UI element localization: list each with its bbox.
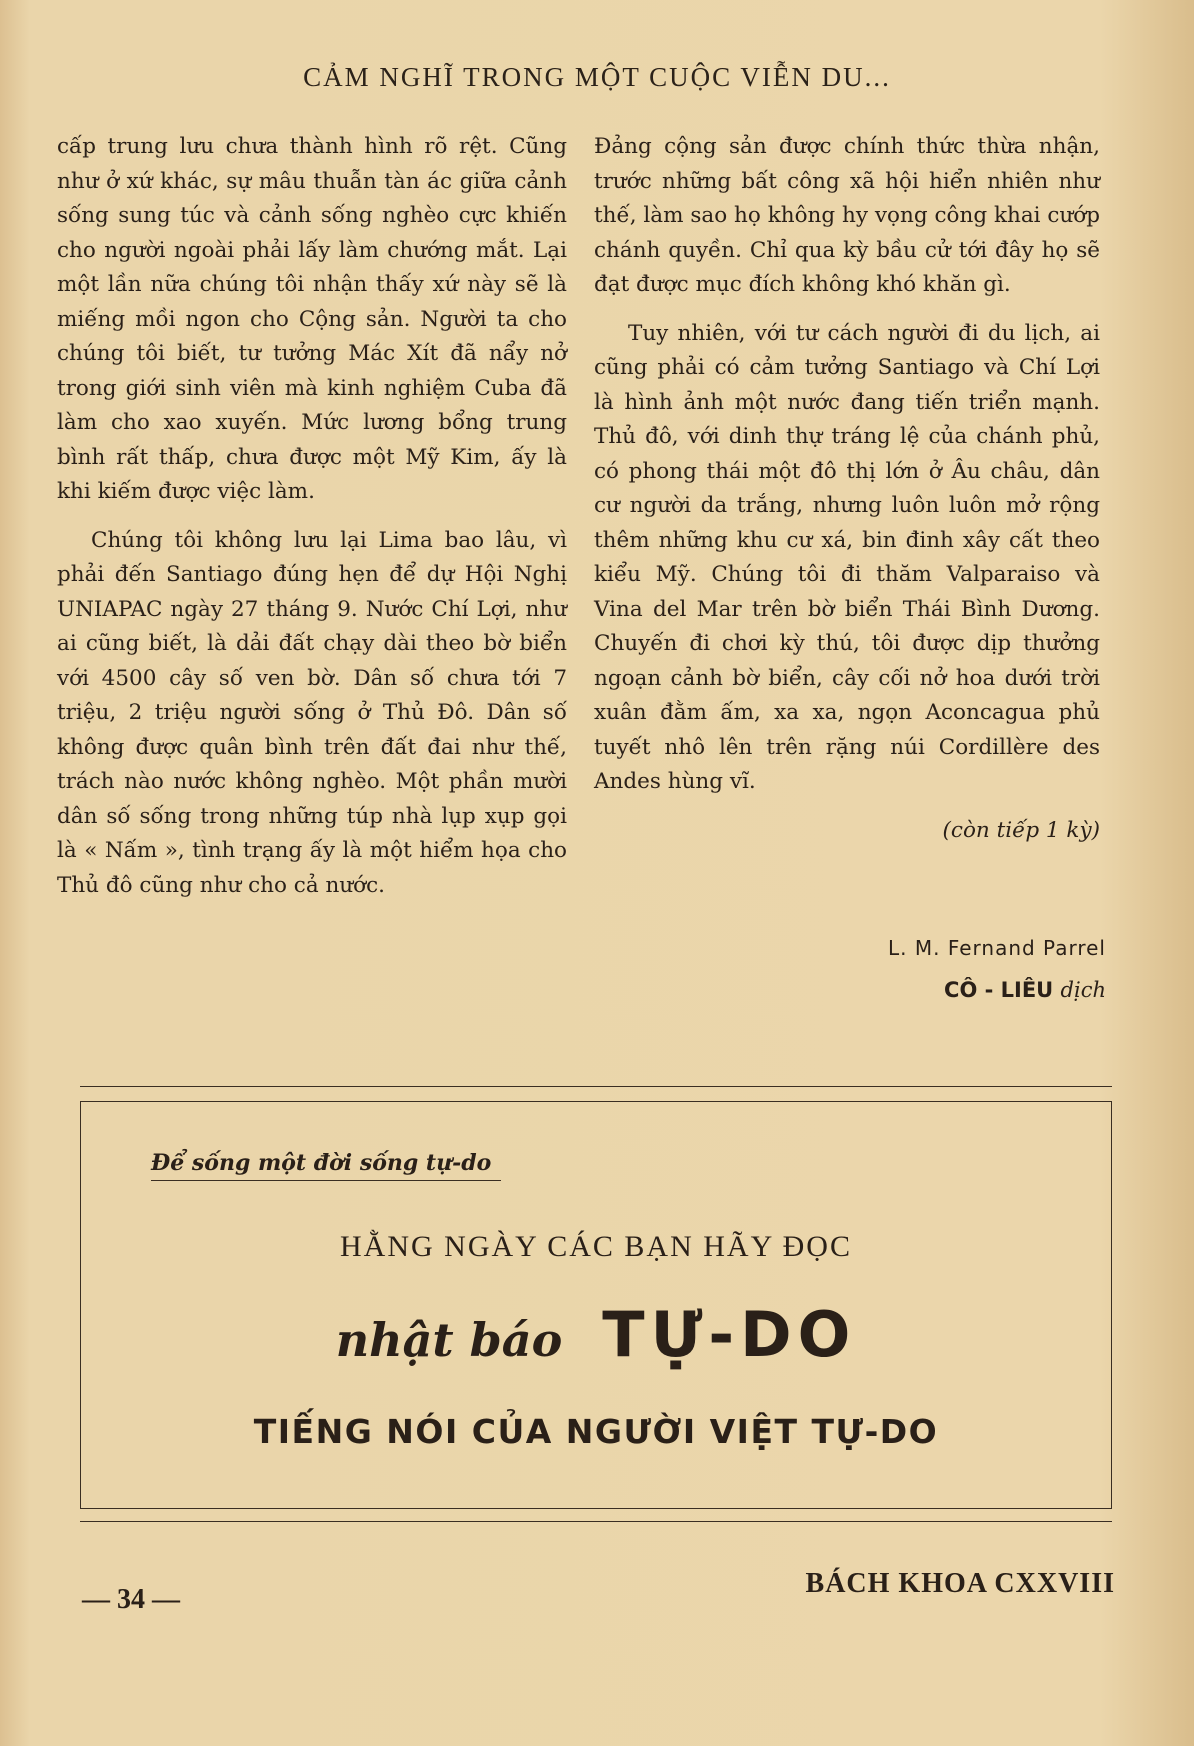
translator-credit [800, 978, 1106, 1002]
translator-role: dịch [1060, 978, 1106, 1002]
newspaper-prefix: nhật báo [335, 1313, 563, 1367]
right-column [594, 130, 1100, 848]
paragraph: Chúng tôi không lưu lại Lima bao lâu, vì phải đến Santiago đúng hẹn để dự Hội Nghị UNIAPAC ngày 27 tháng 9. Nước Chí Lợi, như ai cũng biết, là dải đất chạy dài theo bờ biển với 4500 cây số ven bờ. Dân số chưa tới 7 triệu, 2 triệu người sống ở Thủ Đô. Dân số không được quân bình trên đất đai như thế, trách nào nước không nghèo. Một phần mười dân số sống trong những túp nhà lụp xụp gọi là « Nấm », tình trạng ấy là một hiểm họa cho Thủ đô cũng như cho cả nước. [57, 527, 567, 898]
continued-note: (còn tiếp 1 kỳ) [942, 817, 1100, 843]
advertisement-frame [80, 1101, 1112, 1509]
ad-slogan: TIẾNG NÓI CỦA NGƯỜI VIỆT TỰ-DO [253, 1412, 939, 1451]
left-column [57, 130, 567, 903]
paragraph: Đảng cộng sản được chính thức thừa nhận, trước những bất công xã hội hiển nhiên như thế, làm sao họ không hy vọng công khai cướp chánh quyền. Chỉ qua kỳ bầu cử tới đây họ sẽ đạt được mục đích không khó khăn gì. [594, 134, 1100, 297]
advertisement-box [80, 1086, 1112, 1522]
author-name: L. M. Fernand Parrel [887, 936, 1106, 960]
ad-tagline: Để sống một đời sống tự-do [151, 1150, 501, 1181]
ad-headline: HẰNG NGÀY CÁC BẠN HÃY ĐỌC [340, 1230, 852, 1263]
paragraph: cấp trung lưu chưa thành hình rõ rệt. Cũng như ở xứ khác, sự mâu thuẫn tàn ác giữa cảnh sống sung túc và cảnh sống nghèo cực khiến cho người ngoài phải lấy làm chướng mắt. Lại một lần nữa chúng tôi nhận thấy xứ này sẽ là miếng mồi ngon cho Cộng sản. Người ta cho chúng tôi biết, tư tưởng Mác Xít đã nẩy nở trong giới sinh viên mà kinh nghiệm Cuba đã làm cho xao xuyến. Mức lương bổng trung bình rất thấp, chưa được một Mỹ Kim, ấy là khi kiếm được việc làm. [57, 134, 567, 504]
paragraph: Tuy nhiên, với tư cách người đi du lịch, ai cũng phải có cảm tưởng Santiago và Chí Lợi là hình ảnh một nước đang tiến triển mạnh. Thủ đô, với dinh thự tráng lệ của chánh phủ, có phong thái một đô thị lớn ở Âu châu, dân cư người da trắng, nhưng luôn luôn mở rộng thêm những khu cư xá, bin đinh xây cất theo kiểu Mỹ. Chúng tôi đi thăm Valparaiso và Vina del Mar trên bờ biển Thái Bình Dương. Chuyến đi chơi kỳ thú, tôi được dịp thưởng ngoạn cảnh bờ biển, cây cối nở hoa dưới trời xuân đằm ấm, xa xa, ngọn Aconcagua phủ tuyết nhô lên trên rặng núi Cordillère des Andes hùng vĩ. [594, 320, 1100, 794]
journal-name: BÁCH KHOA CXXVIII [805, 1568, 1115, 1599]
newspaper-title [81, 1298, 1111, 1371]
newspaper-name: TỰ-DO [602, 1298, 857, 1371]
running-header: CẢM NGHĨ TRONG MỘT CUỘC VIỄN DU... [303, 62, 891, 92]
page-number: — 34 — [82, 1584, 180, 1615]
translator-name: CÔ - LIÊU [944, 978, 1054, 1002]
